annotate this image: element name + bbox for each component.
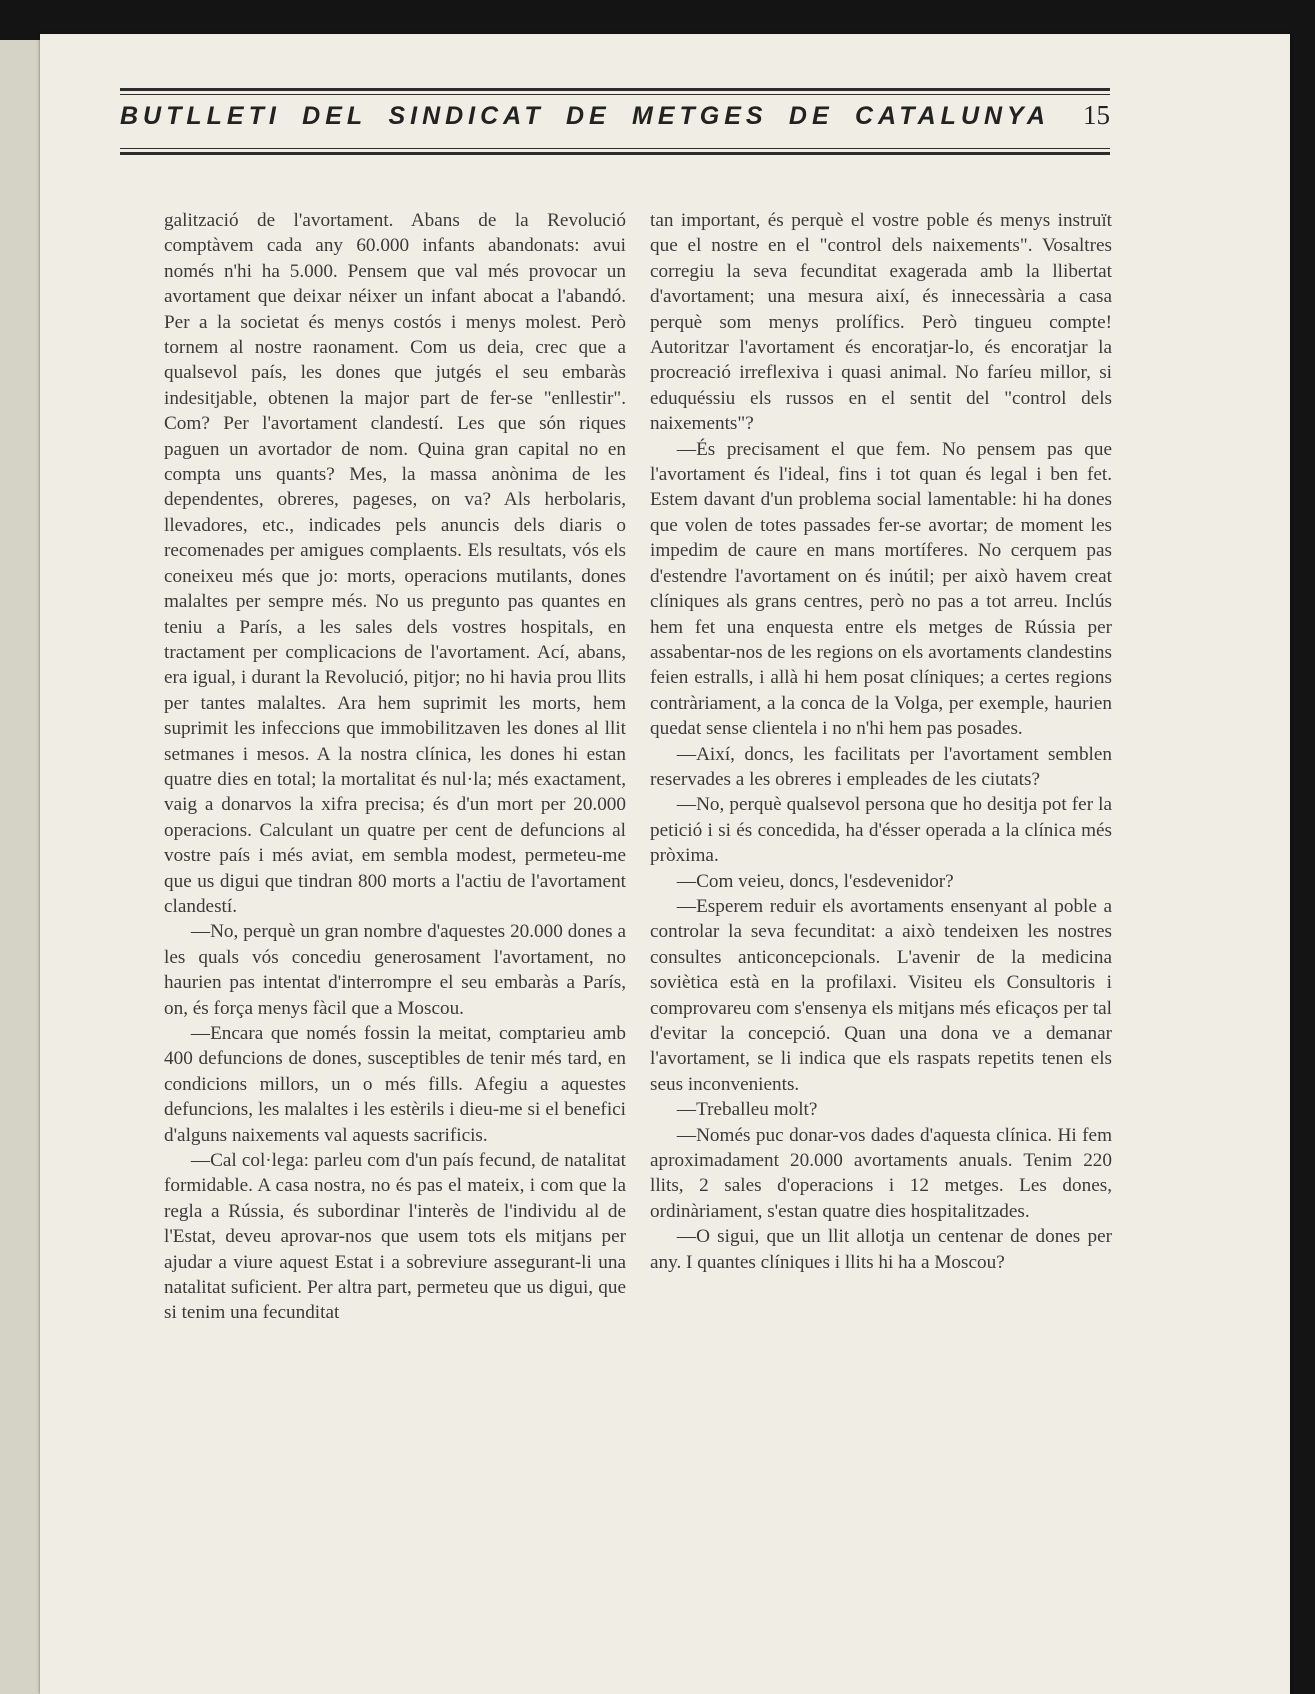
title-word: SINDICAT	[388, 102, 545, 130]
title-word: METGES	[632, 102, 768, 130]
paragraph: —O sigui, que un llit allotja un centenar de dones per any. I quantes clíniques i llits hi ha a Moscou?	[650, 1226, 1112, 1273]
paragraph: —Treballeu molt?	[676, 1099, 818, 1121]
paragraph: —Així, doncs, les facilitats per l'avortament semblen reservades a les obreres i empleades de les ciutats?	[650, 743, 1112, 790]
paragraph: —Només puc donar-vos dades d'aquesta clínica. Hi fem aproximadament 20.000 avortaments anuals. Tenim 220 llits, 2 sales d'operacions i 12 metges. Les dones, ordinàriament, s'estan quatre dies hospitalitzades.	[650, 1124, 1112, 1222]
text-column-left	[164, 208, 626, 1326]
header-rule-bottom	[120, 152, 1110, 155]
publication-title	[120, 102, 1050, 131]
text-column-right	[650, 208, 1112, 1275]
paragraph: —Encara que només fossin la meitat, comptarieu amb 400 defuncions de dones, susceptibles de tenir més tard, en condicions millors, un o més fills. Afegiu a aquestes defuncions, les malaltes i les estèrils i dieu-me si el benefici d'alguns naixements val aquests sacrificis.	[164, 1023, 626, 1146]
title-word: CATALUNYA	[854, 102, 1050, 130]
title-word: BUTLLETI	[120, 102, 281, 130]
title-word: DE	[788, 102, 834, 130]
header-rule-top	[120, 88, 1110, 91]
scanner-margin	[0, 40, 40, 1694]
paragraph: —És precisament el que fem. No pensem pas que l'avortament és l'ideal, fins i tot quan és legal i ben fet. Estem davant d'un problema social lamentable: hi ha dones que volen de totes passades fer-se avortar; de moment les impedim de caure en mans mortíferes. No cerquem pas d'estendre l'avortament on és inútil; per això havem creat clíniques als grans centres, però no pas a tot arreu. Inclús hem fet una enquesta entre els metges de Rússia per assabentar-nos de les regions on els avortaments clandestins feien estralls, i allà hi hem posat clíniques; a certes regions contràriament, a la conca de la Volga, per exemple, haurien quedat sense clientela i no n'hi hem pas posades.	[650, 438, 1112, 740]
page-header	[120, 88, 1110, 164]
paragraph: galització de l'avortament. Abans de la Revolució comptàvem cada any 60.000 infants abandonats: avui només n'hi ha 5.000. Pensem que val més provocar un avortament que deixar néixer un infant abocat a l'abandó. Per a la societat és menys costós i menys molest. Però tornem al nostre raonament. Com us deia, crec que a qualsevol país, les dones que jutgés el seu embaràs indesitjable, obtenen la major part de fer-se "enllestir". Com? Per l'avortament clandestí. Les que són riques paguen un avortador de nom. Quina gran capital no en compta uns quants? Mes, la massa anònima de les dependentes, obreres, pageses, on va? Als herbolaris, llevadores, etc., indicades pels anuncis dels diaris o recomenades per amigues complaents. Els resultats, vós els coneixeu més que jo: morts, operacions mutilants, dones malaltes per sempre més. No us pregunto pas quantes en teniu a París, a les sales dels vostres hospitals, en tractament per complicacions de l'avortament. Ací, abans, era igual, i durant la Revolució, pitjor; no hi havia prou llits per tantes malaltes. Ara hem suprimit les morts, hem suprimit les infeccions que immobilitzaven les dones al llit setmanes i mesos. A la nostra clínica, les dones hi estan quatre dies en total; la mortalitat és nul·la; més exactament, vaig a donarvos la xifra precisa; és d'un mort per 20.000 operacions. Calculant un quatre per cent de defuncions al vostre país i més aviat, em sembla modest, permeteu-me que us digui que tindran 800 morts a l'actiu de l'avortament clandestí.	[164, 210, 626, 917]
paragraph: —Com veieu, doncs, l'esdevenidor?	[676, 870, 954, 892]
title-word: DEL	[302, 102, 368, 130]
paragraph: tan important, és perquè el vostre poble és menys instruït que el nostre en el "control dels naixements". Vosaltres corregiu la seva fecunditat exagerada amb la llibertat d'avortament; una mesura així, és innecessària a casa perquè som menys prolífics. Però tingueu compte! Autoritzar l'avortament és encoratjar-lo, és encoratjar la procreació irreflexiva i quasi animal. No faríeu millor, si eduquéssiu els russos en el sentit del "control dels naixements"?	[650, 210, 1112, 435]
paragraph: —Esperem reduir els avortaments ensenyant al poble a controlar la seva fecunditat: a això tendeixen les nostres consultes anticoncepcionals. L'avenir de la medicina soviètica està en la profilaxi. Visiteu els Consultoris i comprovareu com s'ensenya els mitjans més eficaços per tal d'evitar la concepció. Quan una dona ve a demanar l'avortament, se li indica que els raspats repetits tenen els seus inconvenients.	[650, 895, 1112, 1095]
header-rule-bottom-thin	[120, 148, 1110, 149]
paragraph: —No, perquè qualsevol persona que ho desitja pot fer la petició i si és concedida, ha d'ésser operada a la clínica més pròxima.	[650, 794, 1112, 867]
header-rule-top-thin	[120, 94, 1110, 95]
page-number: 15	[1083, 100, 1110, 130]
paragraph: —No, perquè un gran nombre d'aquestes 20.000 dones a les quals vós concediu generosament l'avortament, no haurien pas intentat d'interrompre el seu embaràs a París, on, és força menys fàcil que a Moscou.	[164, 921, 626, 1019]
title-word: DE	[565, 102, 611, 130]
paragraph: —Cal col·lega: parleu com d'un país fecund, de natalitat formidable. A casa nostra, no és pas el mateix, i com que la regla a Rússia, és subordinar l'interès de l'individu al de l'Estat, deveu aprovar-nos que usem tots els mitjans per ajudar a viure aquest Estat i a sobreviure assegurant-li una natalitat suficient. Per altra part, permeteu que us digui, que si tenim una fecunditat	[164, 1150, 626, 1324]
